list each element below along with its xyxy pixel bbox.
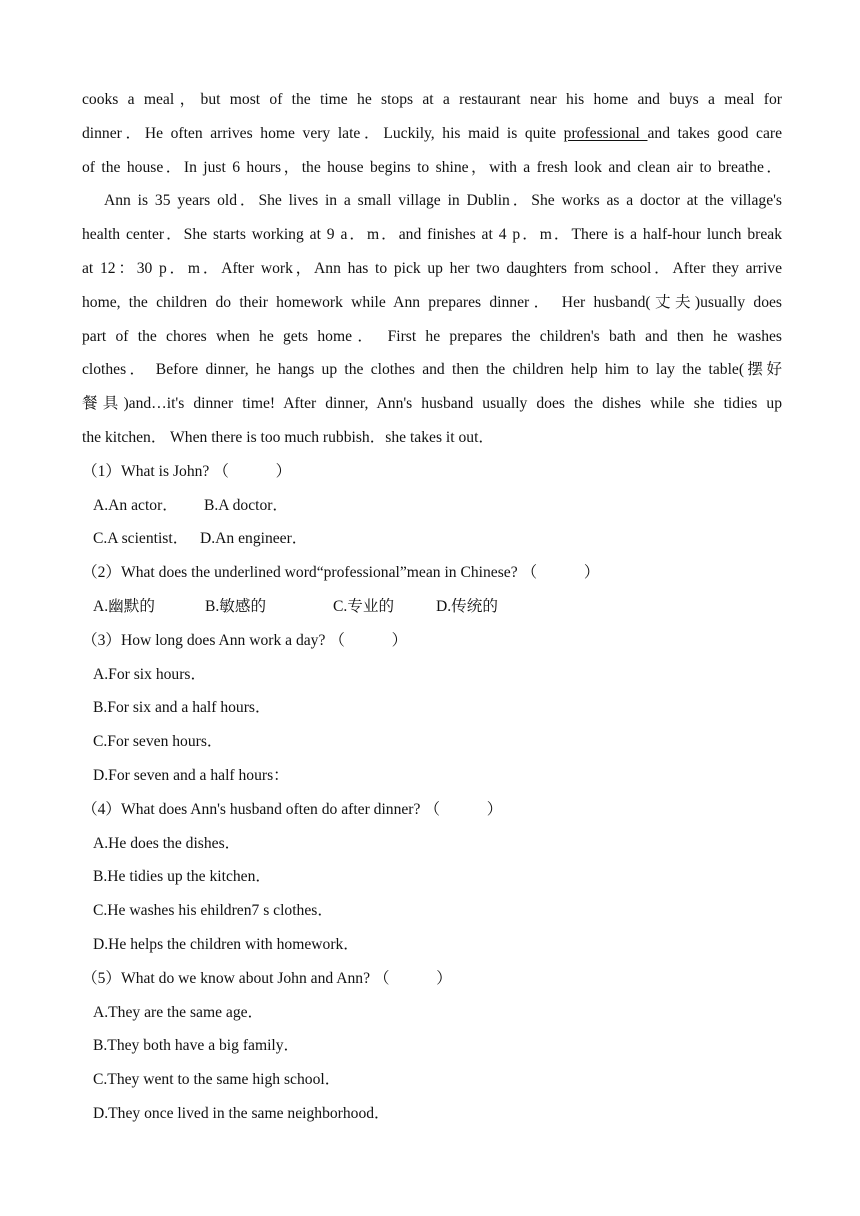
passage-text: dinner．He often arrives home very late．Luckily, his maid is quite	[82, 124, 564, 142]
passage-line	[82, 117, 782, 151]
options-row	[82, 522, 782, 556]
underlined-word: professional	[563, 124, 648, 142]
option-d[interactable]: D.He helps the children with homework．	[93, 935, 359, 953]
passage-line: clothes． Before dinner, he hangs up the clothes and then the children help him to lay the table(摆好	[82, 361, 782, 379]
option-b[interactable]: B.They both have a big family．	[93, 1037, 300, 1055]
passage-line: at 12：30 p．m．After work，Ann has to pick up her two daughters from school．After they arrive	[82, 259, 782, 277]
option-b[interactable]: B.敏感的	[205, 597, 267, 615]
passage-text: and takes good care	[647, 124, 782, 142]
question-stem: （5）What do we know about John and Ann? （ ）	[82, 969, 452, 987]
passage-line: the kitchen． When there is too much rubbish．she takes it out．	[82, 428, 495, 446]
question-1	[82, 455, 782, 556]
question-2	[82, 556, 782, 624]
option-b[interactable]: B.A doctor．	[204, 496, 289, 514]
option-c[interactable]: C.A scientist．	[93, 530, 189, 548]
option-b[interactable]: B.He tidies up the kitchen．	[93, 868, 271, 886]
question-stem: （2）What does the underlined word“professional”mean in Chinese? （ ）	[82, 564, 600, 582]
option-a[interactable]: A.They are the same age．	[93, 1003, 264, 1021]
question-4	[82, 793, 782, 962]
passage-line: health center．She starts working at 9 a．m．and finishes at 4 p．m．There is a half-hour lunch break	[82, 226, 782, 244]
question-3	[82, 624, 782, 793]
document-page	[82, 83, 782, 1131]
option-a[interactable]: A.For six hours．	[93, 665, 207, 683]
options-row	[82, 590, 782, 624]
passage-line: part of the chores when he gets home． First he prepares the children's bath and then he washes	[82, 327, 782, 345]
option-c[interactable]: C.He washes his ehildren7 s clothes．	[93, 902, 333, 920]
option-a[interactable]: A.An actor．	[93, 496, 178, 514]
options-row	[82, 489, 782, 523]
question-stem: （1）What is John? （ ）	[82, 462, 292, 480]
option-c[interactable]: C.专业的	[333, 597, 395, 615]
question-stem: （3）How long does Ann work a day? （ ）	[82, 631, 408, 649]
option-d[interactable]: D.For seven and a half hours：	[93, 766, 289, 784]
passage-line: home, the children do their homework while Ann prepares dinner． Her husband(丈夫)usually does	[82, 293, 782, 311]
question-stem: （4）What does Ann's husband often do after dinner? （ ）	[82, 800, 503, 818]
option-d[interactable]: D.传统的	[436, 597, 498, 615]
option-a[interactable]: A.He does the dishes．	[93, 834, 241, 852]
passage-line: cooks a meal，but most of the time he stops at a restaurant near his home and buys a meal for	[82, 91, 782, 108]
passage-line: 餐具)and…it's dinner time! After dinner, Ann's husband usually does the dishes while she tidies up	[82, 395, 782, 413]
option-a[interactable]: A.幽默的	[93, 597, 155, 615]
reading-passage	[82, 83, 782, 455]
passage-line: Ann is 35 years old．She lives in a small village in Dublin．She works as a doctor at the village's	[104, 192, 782, 210]
option-b[interactable]: B.For six and a half hours．	[93, 699, 271, 717]
question-5	[82, 962, 782, 1131]
option-c[interactable]: C.For seven hours．	[93, 733, 223, 751]
option-d[interactable]: D.An engineer．	[200, 530, 308, 548]
option-c[interactable]: C.They went to the same high school．	[93, 1071, 341, 1089]
passage-line: of the house．In just 6 hours，the house begins to shine，with a fresh look and clean air to breathe．	[82, 158, 782, 176]
option-d[interactable]: D.They once lived in the same neighborhood．	[93, 1104, 390, 1122]
